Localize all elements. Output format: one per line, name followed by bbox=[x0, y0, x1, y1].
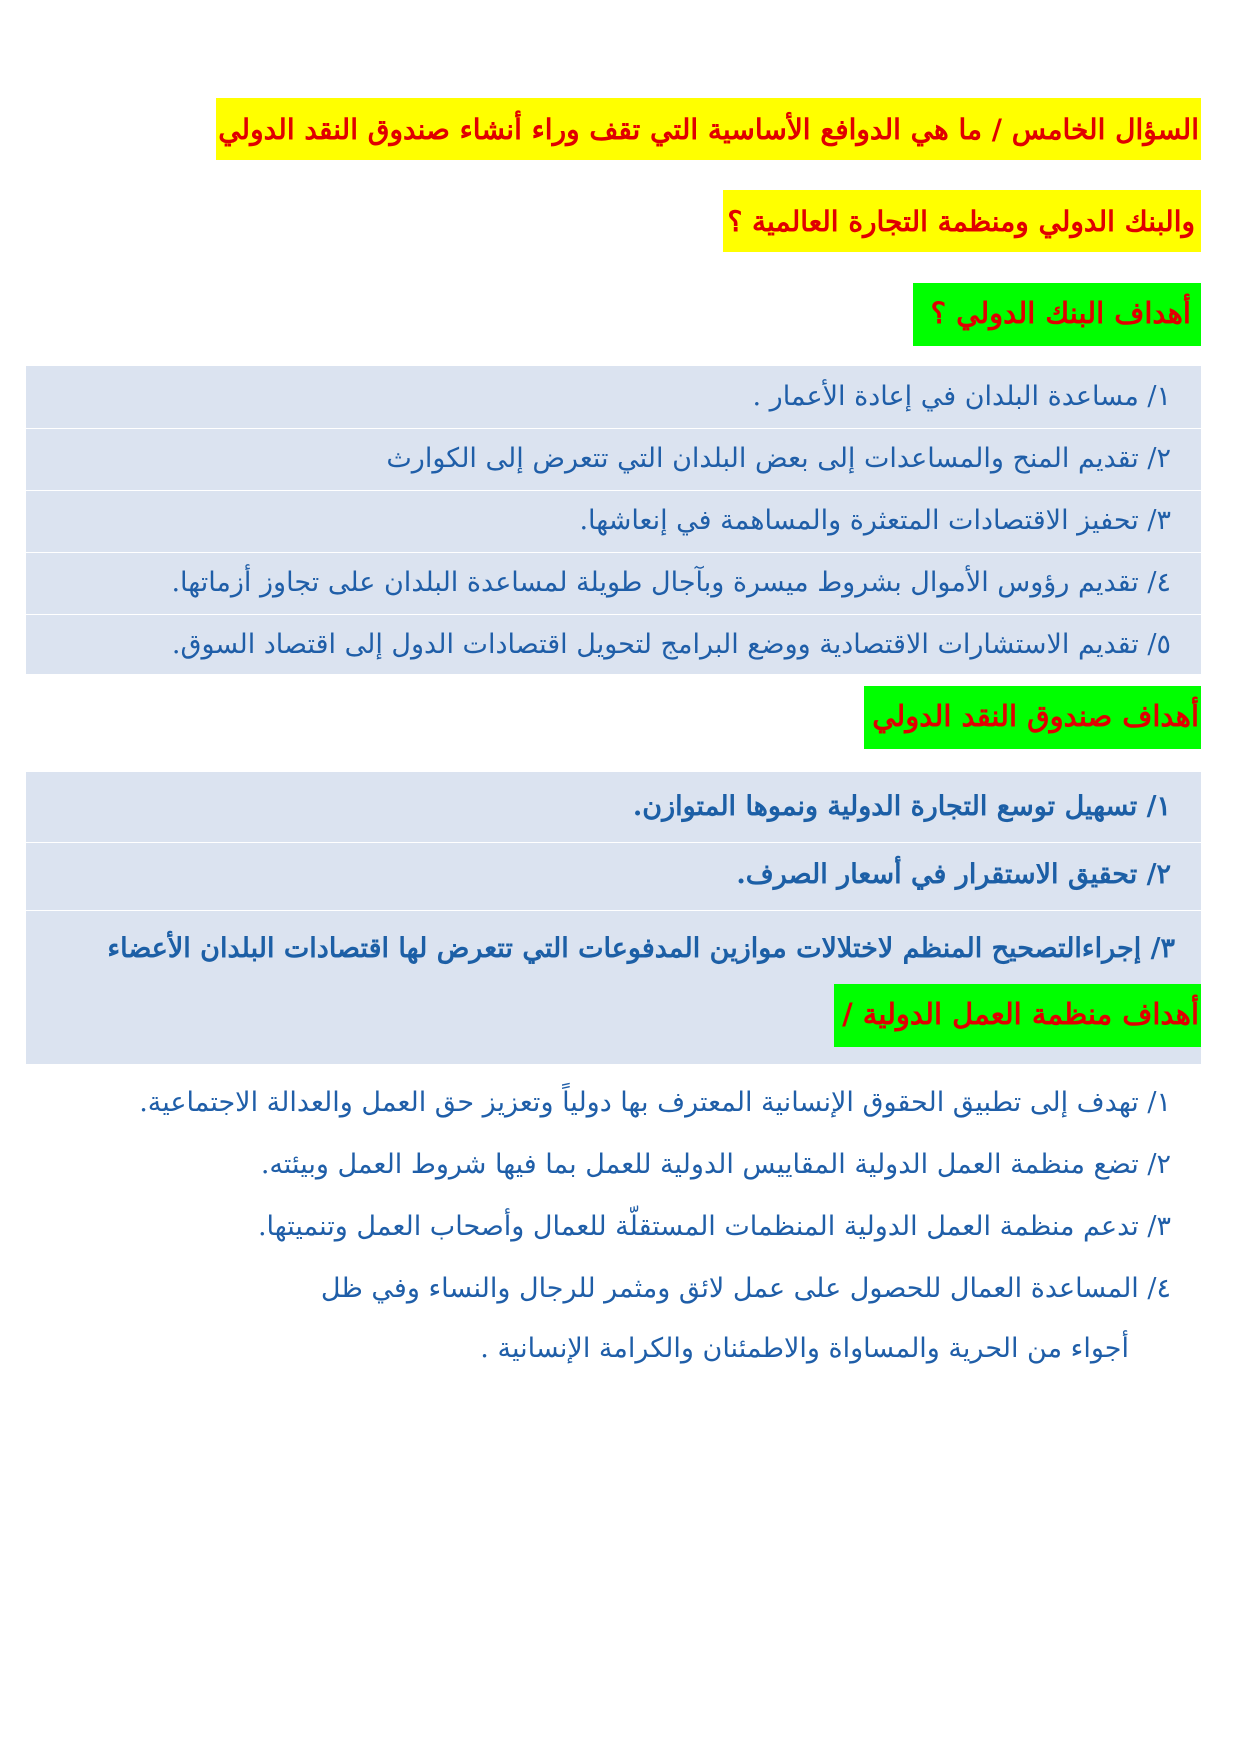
ilo-goal-4-continued: أجواء من الحرية والمساواة والاطمئنان والكرامة الإنسانية . bbox=[480, 1333, 1129, 1364]
band-divider bbox=[26, 842, 1201, 843]
world-bank-goal-4: ٤/ تقديم رؤوس الأموال بشروط ميسرة وبآجال طويلة لمساعدة البلدان على تجاوز أزماتها. bbox=[171, 567, 1171, 598]
heading-world-bank: أهداف البنك الدولي ؟ bbox=[913, 283, 1201, 346]
band-divider bbox=[26, 910, 1201, 911]
question-line-1: السؤال الخامس / ما هي الدوافع الأساسية التي تقف وراء أنشاء صندوق النقد الدولي bbox=[216, 98, 1201, 160]
world-bank-goal-3: ٣/ تحفيز الاقتصادات المتعثرة والمساهمة في إنعاشها. bbox=[579, 505, 1171, 536]
ilo-goal-3: ٣/ تدعم منظمة العمل الدولية المنظمات المستقلّة للعمال وأصحاب العمل وتنميتها. bbox=[257, 1211, 1171, 1242]
band-divider bbox=[26, 428, 1201, 429]
band-divider bbox=[26, 614, 1201, 615]
heading-imf: أهداف صندوق النقد الدولي bbox=[864, 686, 1201, 749]
band-divider bbox=[26, 490, 1201, 491]
world-bank-goal-5: ٥/ تقديم الاستشارات الاقتصادية ووضع البرامج لتحويل اقتصادات الدول إلى اقتصاد السوق. bbox=[171, 629, 1171, 660]
imf-goal-3: ٣/ إجراءالتصحيح المنظم لاختلالات موازين المدفوعات التي تتعرض لها اقتصادات البلدان الأعضاء bbox=[107, 933, 1175, 964]
world-bank-goal-1: ١/ مساعدة البلدان في إعادة الأعمار . bbox=[752, 381, 1171, 412]
ilo-goal-4: ٤/ المساعدة العمال للحصول على عمل لائق ومثمر للرجال والنساء وفي ظل bbox=[320, 1273, 1171, 1304]
imf-goal-2: ٢/ تحقيق الاستقرار في أسعار الصرف. bbox=[736, 859, 1171, 890]
question-line-2: والبنك الدولي ومنظمة التجارة العالمية ؟ bbox=[723, 190, 1201, 252]
ilo-goal-2: ٢/ تضع منظمة العمل الدولية المقاييس الدولية للعمل بما فيها شروط العمل وبيئته. bbox=[260, 1149, 1171, 1180]
band-divider bbox=[26, 552, 1201, 553]
imf-goal-1: ١/ تسهيل توسع التجارة الدولية ونموها المتوازن. bbox=[632, 791, 1171, 822]
ilo-goal-1: ١/ تهدف إلى تطبيق الحقوق الإنسانية المعترف بها دولياً وتعزيز حق العمل والعدالة الاجتماعية. bbox=[139, 1087, 1171, 1118]
world-bank-goal-2: ٢/ تقديم المنح والمساعدات إلى بعض البلدان التي تتعرض إلى الكوارث bbox=[386, 443, 1171, 474]
heading-ilo: أهداف منظمة العمل الدولية / bbox=[834, 984, 1201, 1047]
